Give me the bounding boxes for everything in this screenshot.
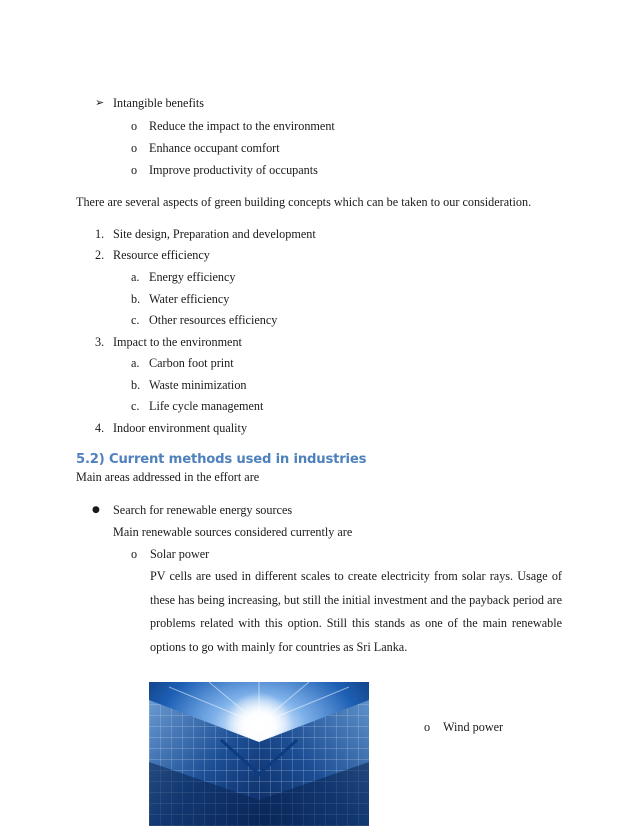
list-number: 4. — [95, 421, 105, 435]
circle-bullet-icon: o — [131, 163, 138, 177]
solar-title: Solar power — [150, 547, 210, 561]
arrow-bullet-icon: ➢ — [95, 96, 105, 109]
list-number: 3. — [95, 335, 105, 349]
section-heading: 5.2) Current methods used in industries — [76, 452, 367, 467]
list-letter: a. — [131, 356, 140, 370]
list-number: 1. — [95, 227, 105, 241]
wind-title: Wind power — [443, 720, 504, 734]
circle-bullet-icon: o — [424, 720, 431, 734]
list-number: 2. — [95, 248, 105, 262]
list-letter: b. — [131, 292, 141, 306]
intangible-item: Enhance occupant comfort — [149, 141, 280, 155]
aspect-subitem: Water efficiency — [149, 292, 230, 306]
list-letter: c. — [131, 399, 140, 413]
intangible-item: Improve productivity of occupants — [149, 163, 318, 177]
list-letter: a. — [131, 270, 140, 284]
circle-bullet-icon: o — [131, 119, 138, 133]
aspect-item: Resource efficiency — [113, 248, 210, 262]
list-letter: c. — [131, 313, 140, 327]
aspect-item: Indoor environment quality — [113, 421, 248, 435]
aspect-item: Impact to the environment — [113, 335, 242, 349]
aspect-subitem: Waste minimization — [149, 378, 247, 392]
intangible-benefits-title: Intangible benefits — [113, 96, 205, 110]
circle-bullet-icon: o — [131, 141, 138, 155]
aspects-intro: There are several aspects of green building concepts which can be taken to our consideration. — [76, 195, 532, 209]
aspect-item: Site design, Preparation and development — [113, 227, 316, 241]
intangible-item: Reduce the impact to the environment — [149, 119, 335, 133]
section-intro: Main areas addressed in the effort are — [76, 470, 260, 484]
solar-panel-photo — [149, 682, 369, 826]
aspect-subitem: Carbon foot print — [149, 356, 234, 370]
aspect-subitem: Energy efficiency — [149, 270, 236, 284]
aspect-subitem: Life cycle management — [149, 399, 264, 413]
solar-panel-illustration — [149, 682, 369, 826]
dot-bullet-icon: ● — [92, 505, 100, 515]
renewable-intro: Main renewable sources considered currently are — [113, 525, 353, 539]
list-letter: b. — [131, 378, 141, 392]
solar-paragraph: PV cells are used in different scales to create electricity from solar rays. Usage of these has being increasing, but still the initial investment and the payback period are problems related with this option. Still this stands as one of the main renewable options to go with mainly for countries as Sri Lanka. — [150, 569, 562, 655]
aspect-subitem: Other resources efficiency — [149, 313, 278, 327]
circle-bullet-icon: o — [131, 547, 138, 561]
renewable-title: Search for renewable energy sources — [113, 503, 293, 517]
